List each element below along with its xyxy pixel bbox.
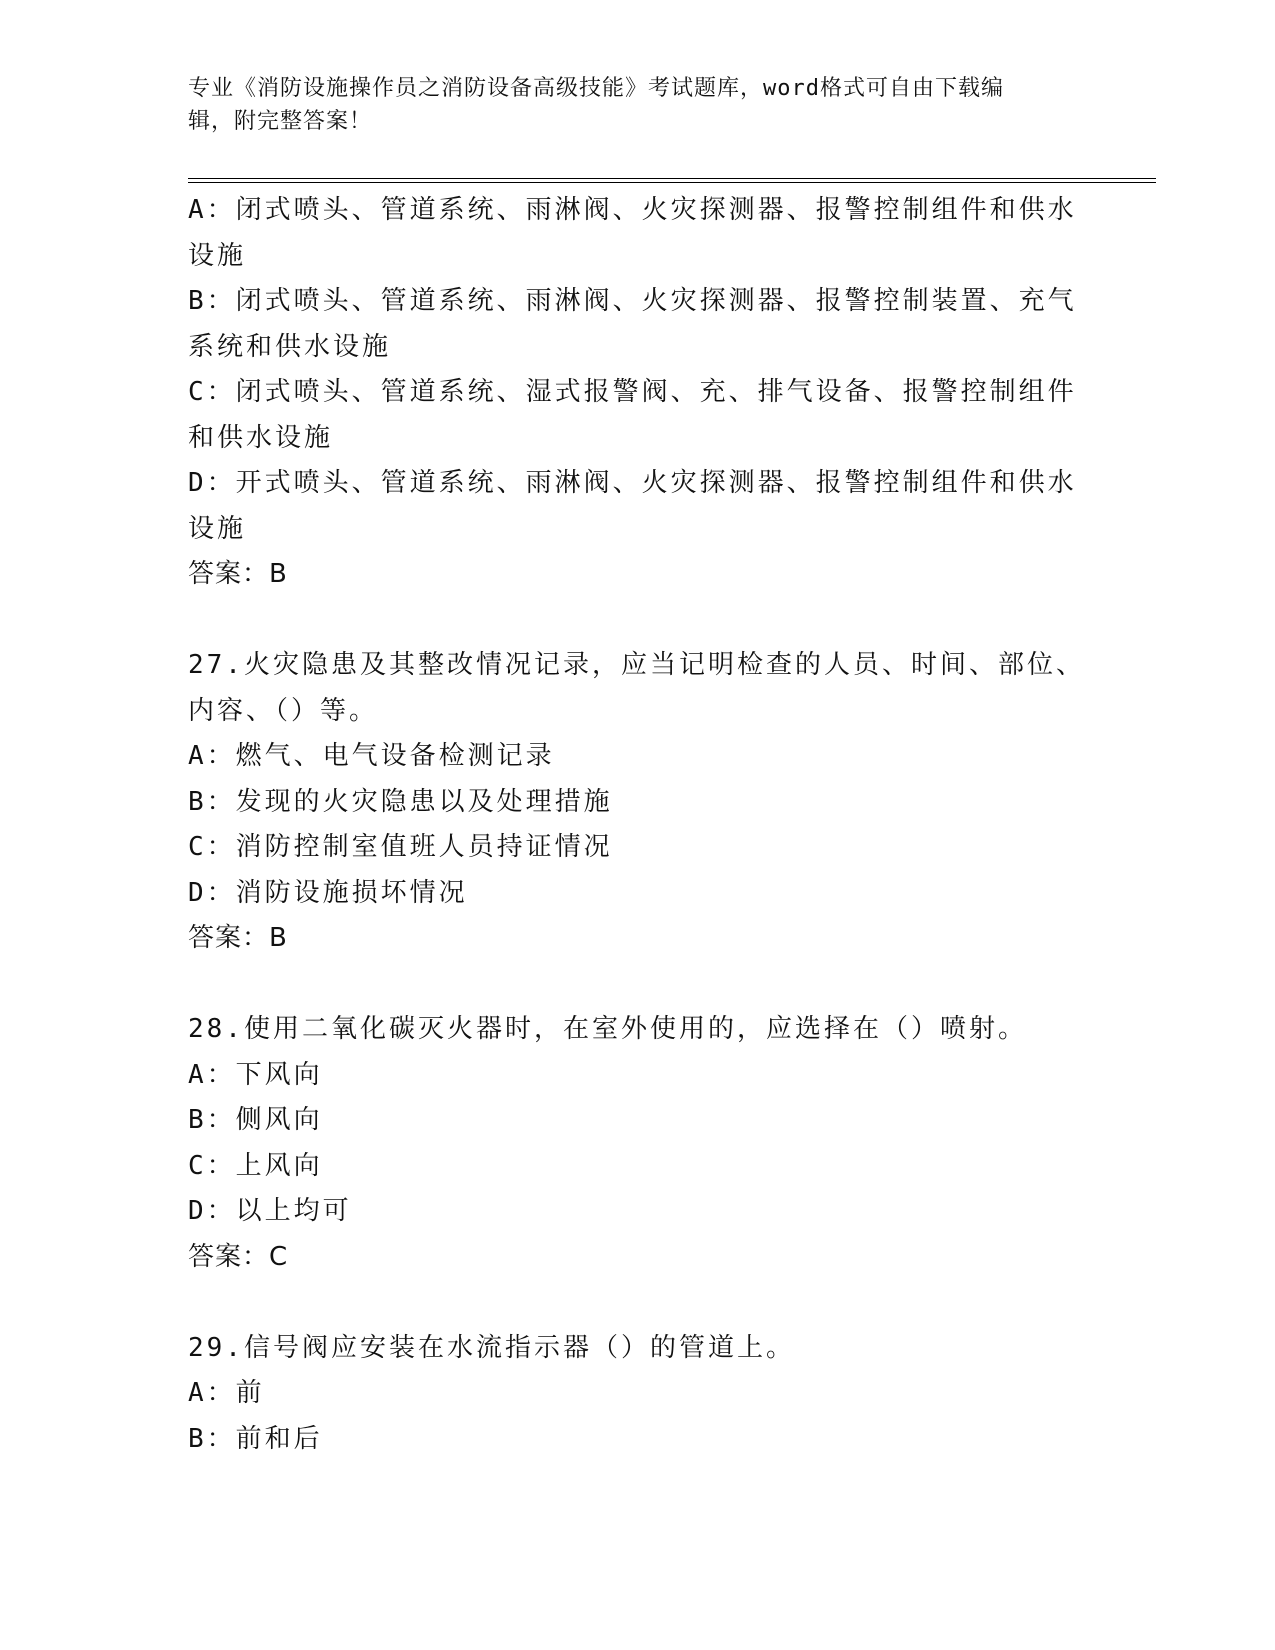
question-text-line-1: 27.火灾隐患及其整改情况记录，应当记明检查的人员、时间、部位、	[188, 650, 1085, 680]
option-c: C：上风向	[188, 1150, 323, 1181]
question-text-line-2: 内容、（）等。	[188, 695, 379, 726]
option-b: B：前和后	[188, 1423, 323, 1454]
question-29-block	[188, 1326, 1088, 1463]
question-text: 28.使用二氧化碳灭火器时，在室外使用的，应选择在（）喷射。	[188, 1014, 1027, 1044]
option-d-line-1: D：开式喷头、管道系统、雨淋阀、火灾探测器、报警控制组件和供水	[188, 468, 1077, 498]
option-b-line-1: B：闭式喷头、管道系统、雨淋阀、火灾探测器、报警控制装置、充气	[188, 286, 1077, 316]
option-b-line-2: 系统和供水设施	[188, 331, 392, 362]
header-divider-top	[188, 178, 1156, 179]
option-c-line-1: C：闭式喷头、管道系统、湿式报警阀、充、排气设备、报警控制组件	[188, 377, 1077, 407]
option-d-line-2: 设施	[188, 513, 247, 544]
option-c-line-2: 和供水设施	[188, 422, 334, 453]
question-26-block	[188, 188, 1088, 598]
option-a-line-2: 设施	[188, 240, 247, 271]
question-28-block	[188, 1007, 1088, 1280]
option-d: D：以上均可	[188, 1196, 352, 1226]
answer-line: 答案：C	[188, 1241, 289, 1272]
answer-line: 答案：B	[188, 923, 288, 953]
spacer	[188, 1280, 1088, 1326]
option-a-line-1: A：闭式喷头、管道系统、雨淋阀、火灾探测器、报警控制组件和供水	[188, 195, 1077, 225]
answer-line: 答案：B	[188, 559, 288, 589]
question-text: 29.信号阀应安装在水流指示器（）的管道上。	[188, 1332, 795, 1363]
spacer	[188, 598, 1088, 644]
question-list	[188, 188, 1088, 1462]
option-b: B：发现的火灾隐患以及处理措施	[188, 786, 613, 817]
option-a: A：前	[188, 1378, 265, 1408]
header-divider-bottom	[188, 182, 1156, 183]
option-d: D：消防设施损坏情况	[188, 877, 468, 908]
option-c: C：消防控制室值班人员持证情况	[188, 832, 613, 862]
document-header	[188, 72, 1078, 138]
spacer	[188, 962, 1088, 1008]
option-a: A：燃气、电气设备检测记录	[188, 741, 555, 771]
option-b: B：侧风向	[188, 1105, 323, 1135]
header-line-2: 辑，附完整答案！	[188, 109, 373, 134]
option-a: A：下风向	[188, 1059, 323, 1090]
header-line-1: 专业《消防设施操作员之消防设备高级技能》考试题库，word格式可自由下载编	[188, 76, 1004, 101]
question-27-block	[188, 643, 1088, 962]
